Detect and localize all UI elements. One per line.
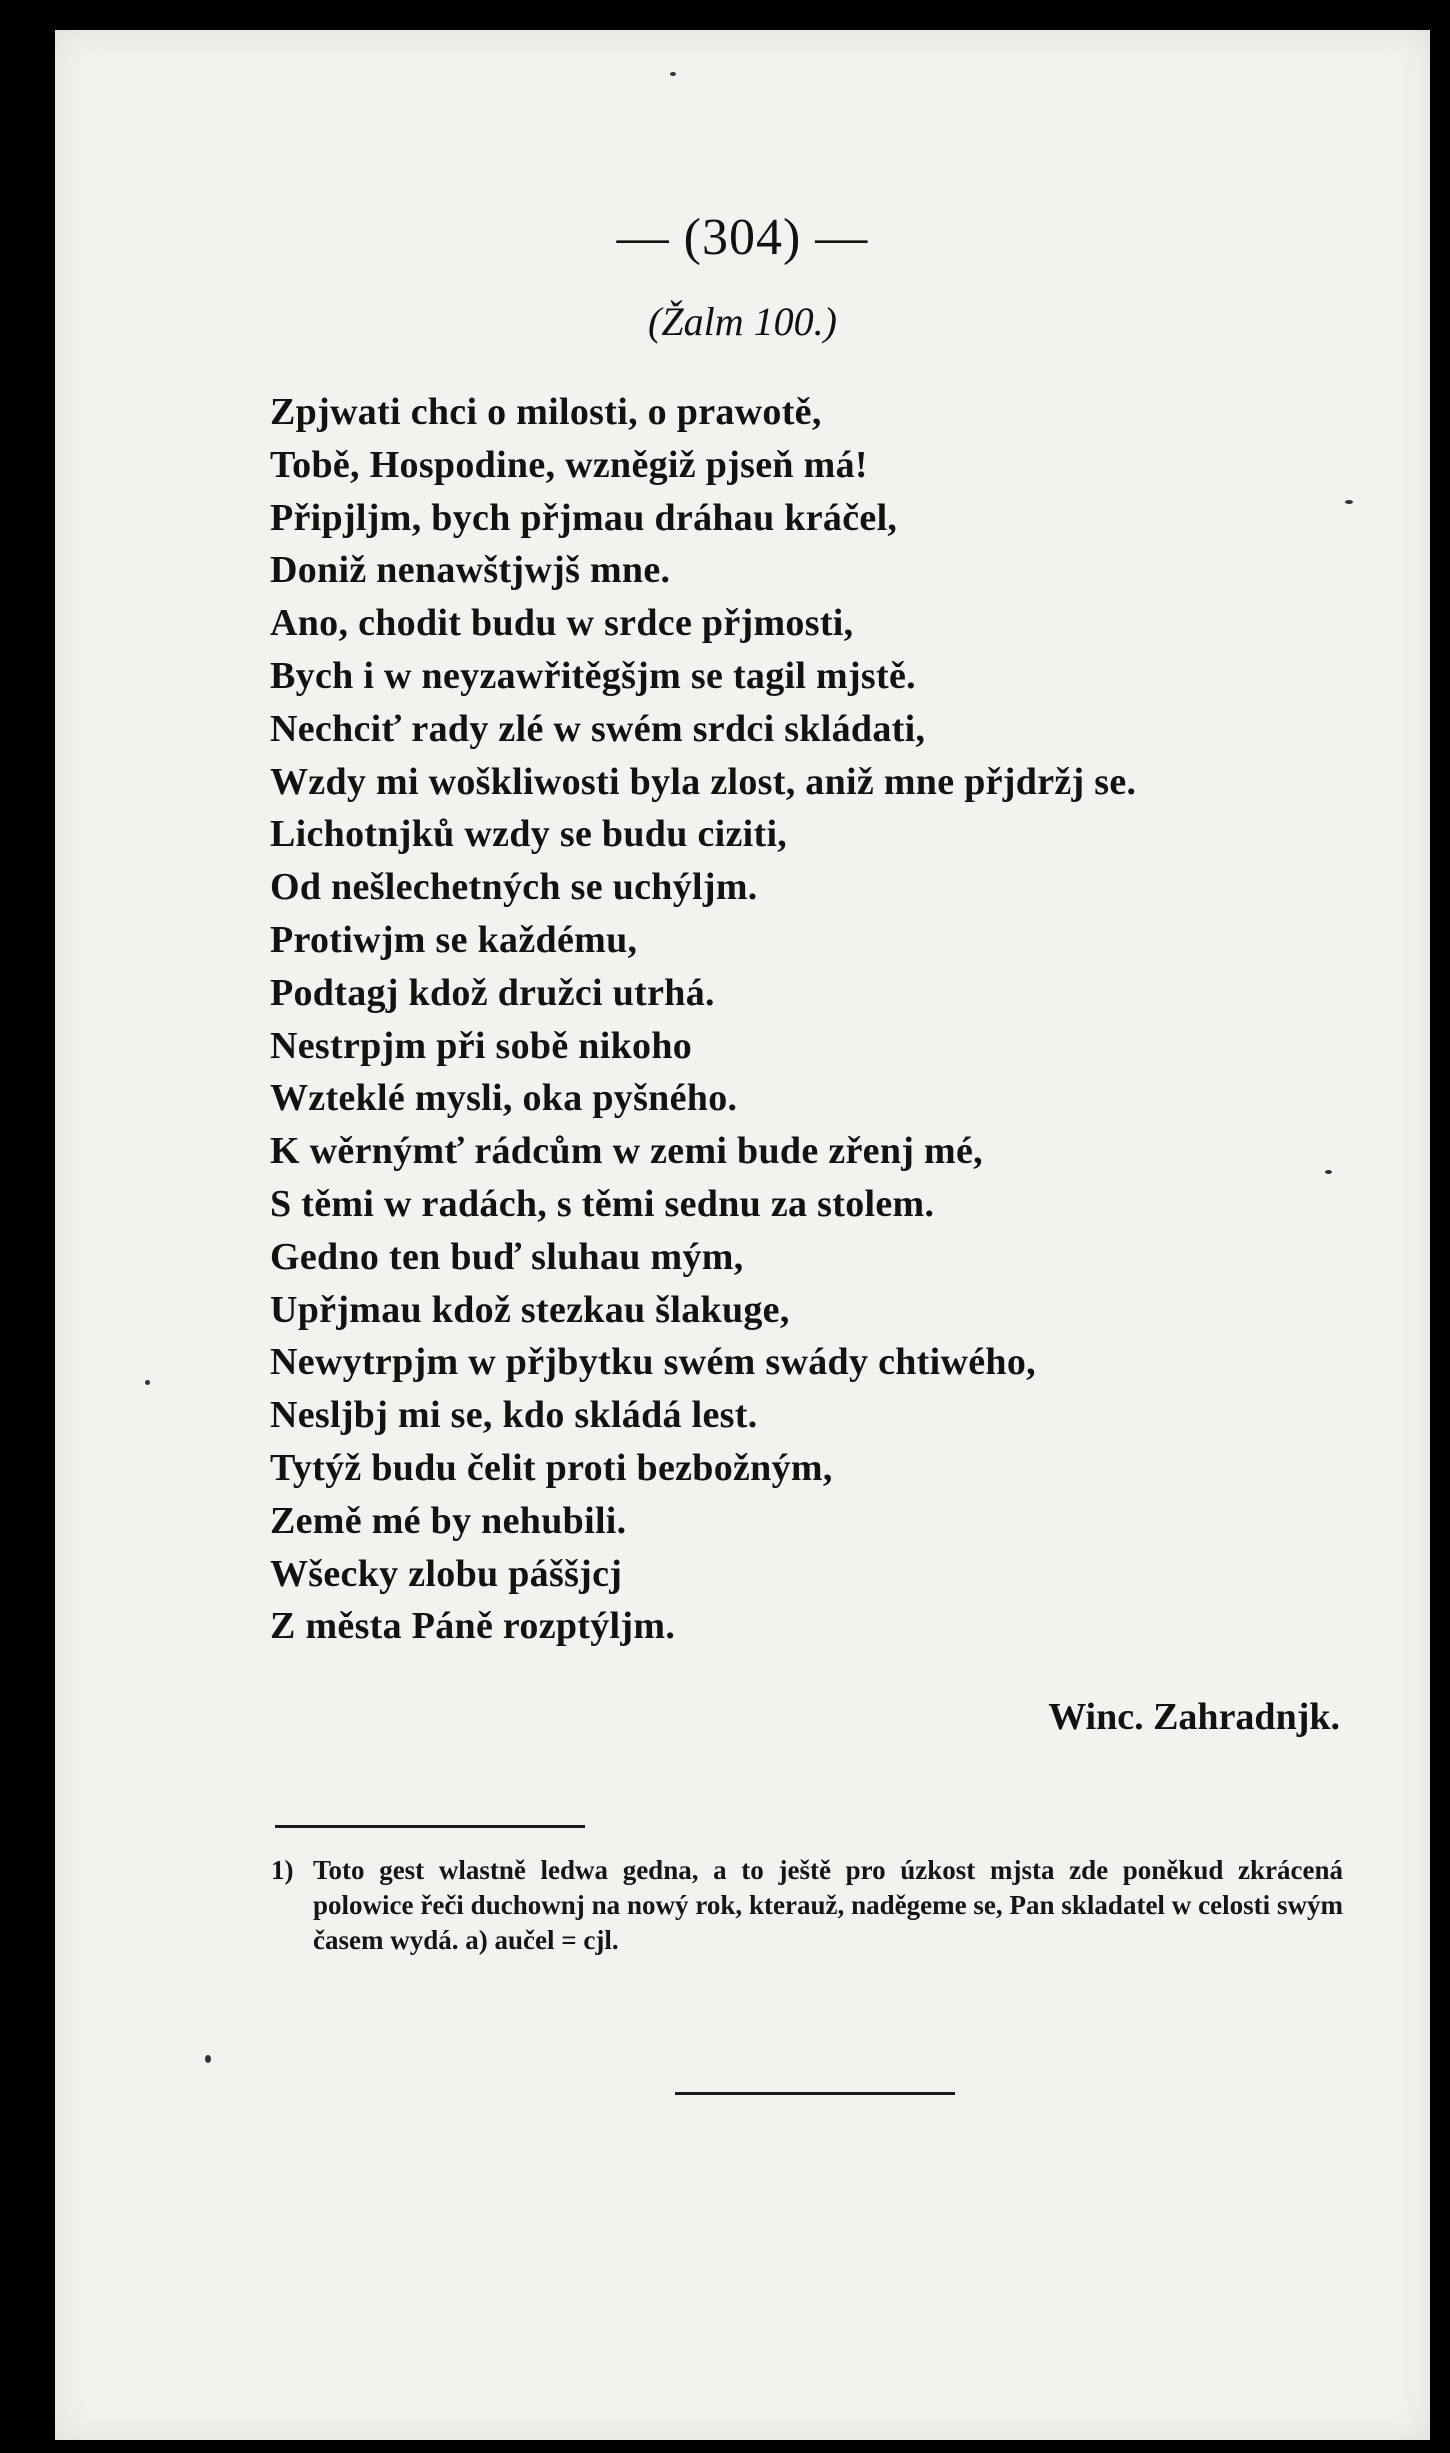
poem-line: Doniž nenawštjwjš mne. (270, 549, 671, 592)
end-divider (675, 2092, 955, 2095)
ink-speck (1345, 500, 1353, 504)
poem-line: Lichotnjků wzdy se budu ciziti, (270, 813, 788, 856)
poem-line: Wzteklé mysli, oka pyšného. (270, 1077, 738, 1120)
psalm-title: (Žalm 100.) (648, 299, 837, 344)
poem-line: Protiwjm se každému, (270, 918, 638, 961)
poem-line: Wšecky zlobu páššjcj (270, 1552, 623, 1595)
poem-line: Země mé by nehubili. (270, 1499, 627, 1542)
poem-line: Wzdy mi woškliwosti byla zlost, aniž mne přjdržj se. (270, 760, 1137, 803)
poem-line: Gedno ten buď sluhau mým, (270, 1235, 744, 1278)
poem-line: K wěrnýmť rádcům w zemi bude zřenj mé, (270, 1130, 983, 1173)
poem-line: Z města Páně rozptýljm. (270, 1605, 676, 1648)
ink-speck (1325, 1170, 1332, 1174)
footnote-text: Toto gest wlastně ledwa gedna, a to ještě pro úzkost mjsta zde poněkud zkrácená polowice řeči duchownj na nowý rok, kterauž, naděgeme se, Pan skladatel w celosti swým časem wydá. a) aučel = cjl. (313, 1855, 1343, 1955)
author-signature: Winc. Zahradnjk. (1048, 1696, 1340, 1738)
poem-line: Nechciť rady zlé w swém srdci skládati, (270, 707, 926, 750)
poem-line: Zpjwati chci o milosti, o prawotě, (270, 391, 822, 433)
footnote (271, 1853, 1343, 1958)
footnote-marker: 1) (271, 1855, 294, 1885)
book-page (55, 30, 1430, 2440)
poem-line: Připjljm, bych přjmau dráhau kráčel, (270, 496, 898, 539)
poem-line: Ano, chodit budu w srdce přjmosti, (270, 602, 854, 645)
poem-line: Podtagj kdož družci utrhá. (270, 971, 715, 1014)
poem-line: Newytrpjm w přjbytku swém swády chtiwého, (270, 1341, 1036, 1384)
poem-line: Tobě, Hospodine, wzněgiž pjseň má! (270, 443, 868, 486)
footnote-divider (275, 1825, 585, 1828)
poem (270, 386, 1370, 1653)
poem-line: Tytýž budu čelit proti bezbožným, (270, 1446, 833, 1489)
ink-speck (205, 2055, 211, 2063)
poem-line: Nestrpjm při sobě nikoho (270, 1024, 693, 1067)
poem-line: Upřjmau kdož stezkau šlakuge, (270, 1288, 790, 1331)
ink-speck (670, 72, 676, 76)
ink-speck (145, 1380, 150, 1385)
poem-line: Bych i w neyzawřitěgšjm se tagil mjstě. (270, 654, 916, 697)
page-number: — (304) — (616, 209, 869, 266)
poem-line: S těmi w radách, s těmi sednu za stolem. (270, 1182, 935, 1225)
poem-line: Nesljbj mi se, kdo skládá lest. (270, 1394, 758, 1437)
poem-line: Od nešlechetných se uchýljm. (270, 866, 758, 909)
